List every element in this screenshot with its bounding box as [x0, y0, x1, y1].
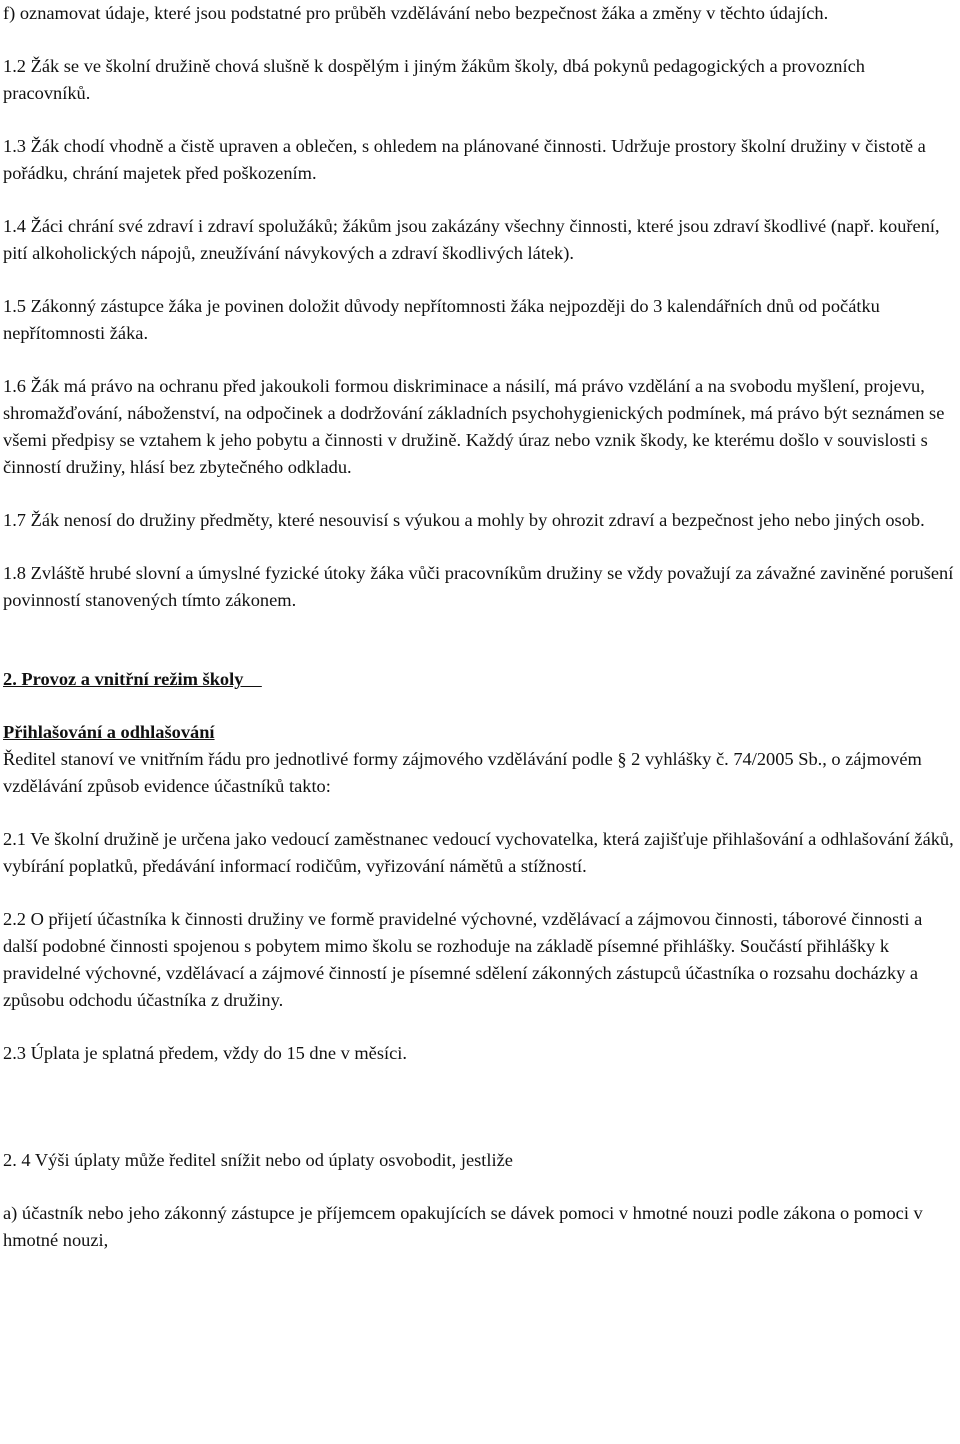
paragraph-2-4: 2. 4 Výši úplaty může ředitel snížit nebo od úplaty osvobodit, jestliže — [3, 1150, 513, 1170]
paragraph-1-8: 1.8 Zvláště hrubé slovní a úmyslné fyzické útoky žáka vůči pracovníkům družiny se vždy považují za závažné zaviněné porušení povinností stanovených tímto zákonem. — [3, 563, 954, 610]
paragraph-2-4-a: a) účastník nebo jeho zákonný zástupce je příjemcem opakujících se dávek pomoci v hmotné nouzi podle zákona o pomoci v hmotné nouzi, — [3, 1203, 923, 1250]
paragraph-1-5: 1.5 Zákonný zástupce žáka je povinen doložit důvody nepřítomnosti žáka nejpozději do 3 kalendářních dnů od počátku nepřítomnosti žáka. — [3, 296, 880, 343]
paragraph-1-6: 1.6 Žák má právo na ochranu před jakoukoli formou diskriminace a násilí, má právo vzdělání a na svobodu myšlení, projevu, shromažďování, náboženství, na odpočinek a dodržování základních psychohygienických podmínek, má právo být seznámen se všemi předpisy se vztahem k jeho pobytu a činnosti v družině. Každý úraz nebo vznik škody, ke kterému došlo v souvislosti s činností družiny, hlásí bez zbytečného odkladu. — [3, 376, 945, 477]
paragraph-1-2: 1.2 Žák se ve školní družině chová slušně k dospělým i jiným žákům školy, dbá pokynů pedagogických a provozních pracovníků. — [3, 56, 865, 103]
paragraph-1-3: 1.3 Žák chodí vhodně a čistě upraven a oblečen, s ohledem na plánované činnosti. Udržuje prostory školní družiny v čistotě a pořádku, chrání majetek před poškozením. — [3, 136, 926, 183]
paragraph-2-2: 2.2 O přijetí účastníka k činnosti družiny ve formě pravidelné výchovné, vzdělávací a zájmovou činnosti, táborové činnosti a další podobné činnosti spojenou s pobytem mimo školu se rozhoduje na základě písemné přihlášky. Součástí přihlášky k pravidelné výchovné, vzdělávací a zájmové činností je písemné sdělení zákonných zástupců účastníka o rozsahu docházky a způsobu odchodu účastníka z družiny. — [3, 909, 923, 1010]
section-2-heading: 2. Provoz a vnitřní režim školy — [3, 669, 262, 689]
document-page — [3, 0, 955, 1254]
subheading-registration: Přihlašování a odhlašování — [3, 722, 215, 742]
paragraph-1f: f) oznamovat údaje, které jsou podstatné pro průběh vzdělávání nebo bezpečnost žáka a změny v těchto údajích. — [3, 3, 829, 23]
paragraph-2-3: 2.3 Úplata je splatná předem, vždy do 15 dne v měsíci. — [3, 1043, 407, 1063]
intro-paragraph: Ředitel stanoví ve vnitřním řádu pro jednotlivé formy zájmového vzdělávání podle § 2 vyhlášky č. 74/2005 Sb., o zájmovém vzdělávání způsob evidence účastníků takto: — [3, 749, 922, 796]
paragraph-2-1: 2.1 Ve školní družině je určena jako vedoucí zaměstnanec vedoucí vychovatelka, která zajišťuje přihlašování a odhlašování žáků, vybírání poplatků, předávání informací rodičům, vyřizování námětů a stížností. — [3, 829, 954, 876]
paragraph-1-4: 1.4 Žáci chrání své zdraví i zdraví spolužáků; žákům jsou zakázány všechny činnosti, které jsou zdraví škodlivé (např. kouření, pití alkoholických nápojů, zneužívání návykových a zdraví škodlivých látek). — [3, 216, 940, 263]
paragraph-1-7: 1.7 Žák nenosí do družiny předměty, které nesouvisí s výukou a mohly by ohrozit zdraví a bezpečnost jeho nebo jiných osob. — [3, 510, 925, 530]
